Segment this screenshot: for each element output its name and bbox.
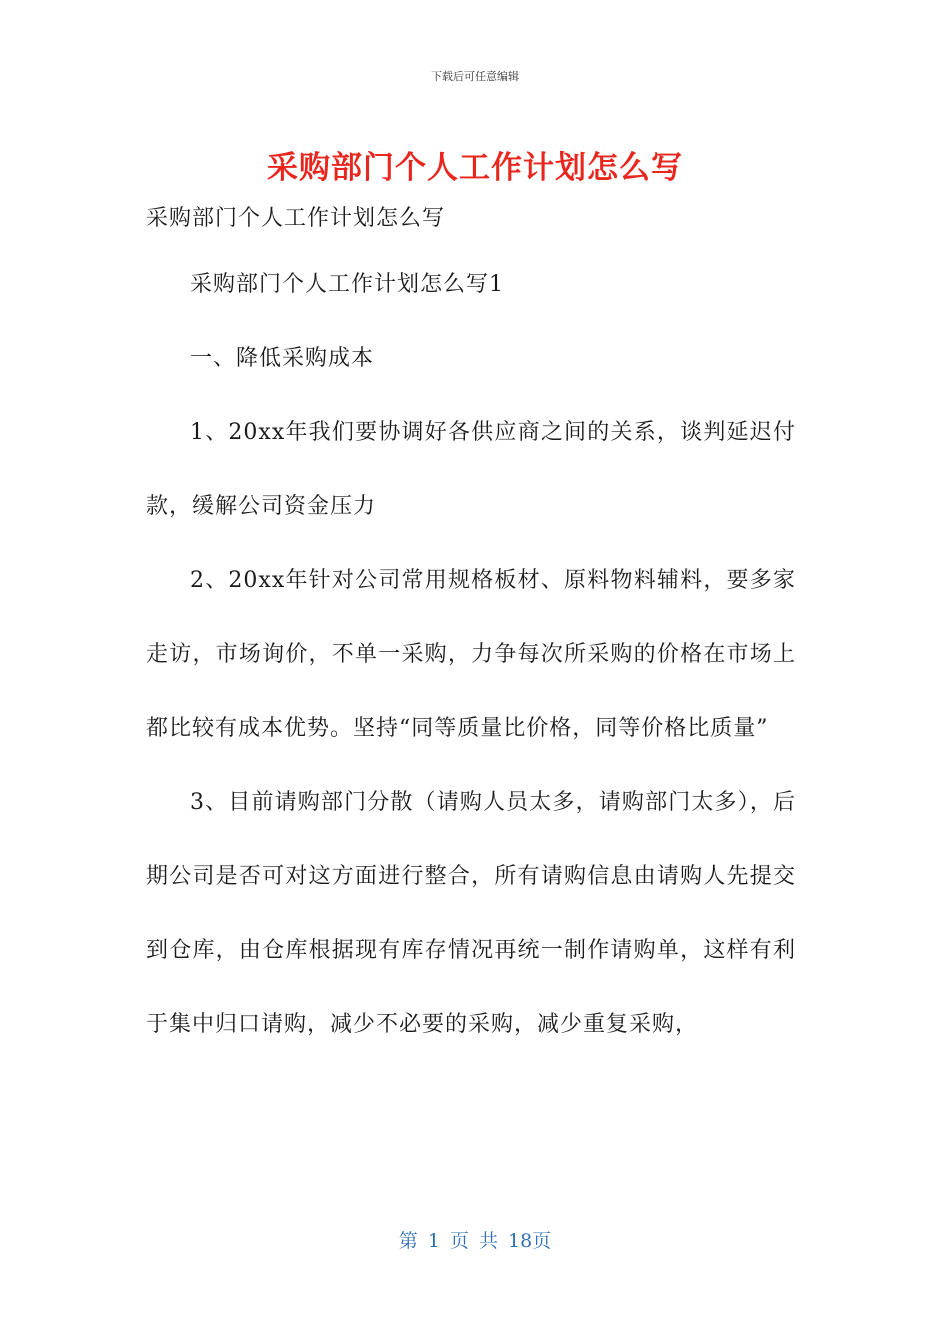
- body-paragraph: 3、目前请购部门分散（请购人员太多，请购部门太多），后期公司是否可对这方面进行整合，所有请购信息由请购人先提交到仓库，由仓库根据现有库存情况再统一制作请购单，这样有利于集中归口请购，减少不必要的采购，减少重复采购，: [146, 790, 796, 1037]
- section-heading: 采购部门个人工作计划怎么写1: [190, 272, 504, 297]
- body-paragraph: 1、20xx年我们要协调好各供应商之间的关系，谈判延迟付款，缓解公司资金压力: [146, 420, 796, 519]
- document-body: [146, 190, 796, 1062]
- body-paragraph: 2、20xx年针对公司常用规格板材、原料物料辅料，要多家走访，市场询价，不单一采购，力争每次所采购的价格在市场上都比较有成本优势。坚持“同等质量比价格，同等价格比质量”: [146, 568, 796, 741]
- document-subtitle: 采购部门个人工作计划怎么写: [146, 206, 446, 231]
- page-header-note: 下载后可任意编辑: [431, 70, 519, 83]
- document-title: 采购部门个人工作计划怎么写: [267, 150, 683, 186]
- subsection-heading: 一、降低采购成本: [190, 346, 375, 371]
- page-number: 第 1 页 共 18页: [398, 1230, 552, 1252]
